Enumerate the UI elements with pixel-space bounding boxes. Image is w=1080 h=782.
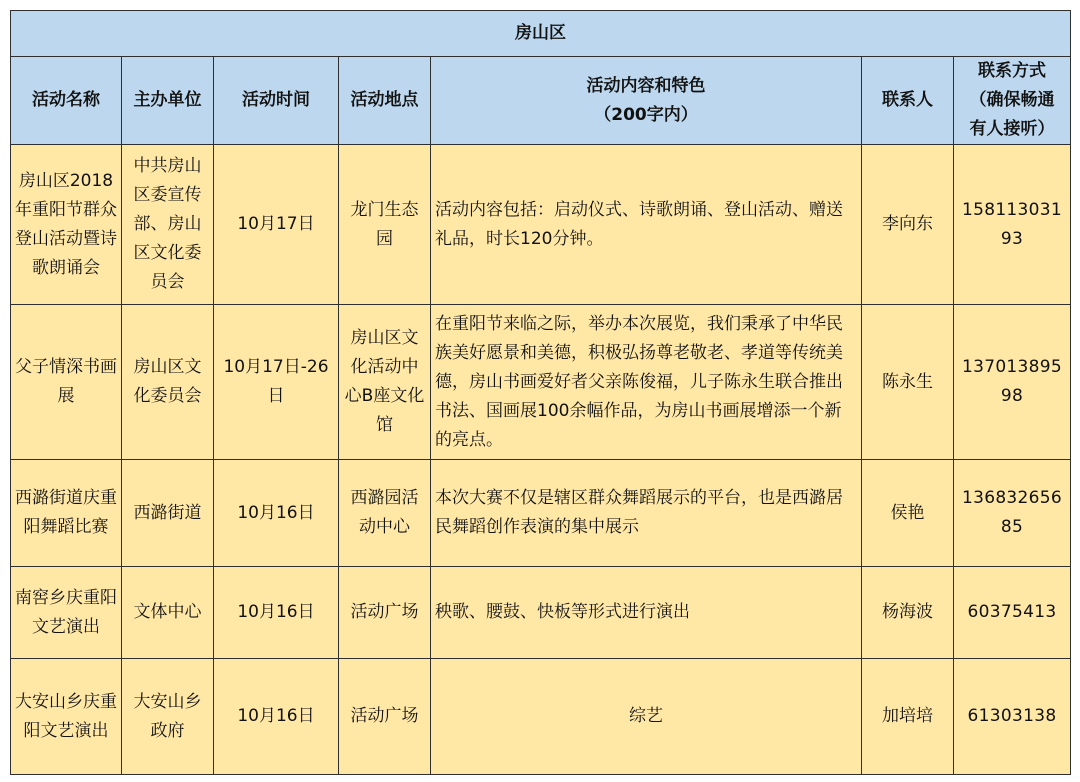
contact-cell: 侯艳: [862, 460, 954, 567]
header-place: 活动地点: [339, 57, 431, 145]
header-time: 活动时间: [214, 57, 339, 145]
place-cell: 西潞园活动中心: [339, 460, 431, 567]
host-cell: 中共房山区委宣传部、房山区文化委员会: [122, 145, 214, 305]
host-cell: 大安山乡政府: [122, 659, 214, 775]
content-cell: 综艺: [431, 659, 862, 775]
contact-cell: 李向东: [862, 145, 954, 305]
phone-cell: 13701389598: [954, 305, 1071, 460]
time-cell: 10月16日: [214, 567, 339, 659]
place-cell: 活动广场: [339, 567, 431, 659]
header-phone: 联系方式 （确保畅通 有人接听）: [954, 57, 1071, 145]
host-cell: 文体中心: [122, 567, 214, 659]
table-row: [11, 460, 1071, 567]
table-row: [11, 145, 1071, 305]
header-activity-name: 活动名称: [11, 57, 122, 145]
content-cell: 秧歌、腰鼓、快板等形式进行演出: [431, 567, 862, 659]
contact-cell: 陈永生: [862, 305, 954, 460]
contact-cell: 加培培: [862, 659, 954, 775]
activity-name-cell: 房山区2018年重阳节群众登山活动暨诗歌朗诵会: [11, 145, 122, 305]
time-cell: 10月17日-26日: [214, 305, 339, 460]
activity-name-cell: 父子情深书画展: [11, 305, 122, 460]
table-row: [11, 567, 1071, 659]
phone-cell: 61303138: [954, 659, 1071, 775]
district-title: 房山区: [11, 11, 1071, 57]
activity-table: [10, 10, 1071, 775]
content-cell: 在重阳节来临之际，举办本次展览，我们秉承了中华民族美好愿景和美德，积极弘扬尊老敬老、孝道等传统美德，房山书画爱好者父亲陈俊福，儿子陈永生联合推出书法、国画展100余幅作品，为房山书画展增添一个新的亮点。: [431, 305, 862, 460]
table-row: [11, 305, 1071, 460]
phone-cell: 13683265685: [954, 460, 1071, 567]
contact-cell: 杨海波: [862, 567, 954, 659]
activity-name-cell: 大安山乡庆重阳文艺演出: [11, 659, 122, 775]
header-contact: 联系人: [862, 57, 954, 145]
time-cell: 10月17日: [214, 145, 339, 305]
activity-name-cell: 南窖乡庆重阳文艺演出: [11, 567, 122, 659]
place-cell: 龙门生态园: [339, 145, 431, 305]
host-cell: 西潞街道: [122, 460, 214, 567]
activity-name-cell: 西潞街道庆重阳舞蹈比赛: [11, 460, 122, 567]
host-cell: 房山区文化委员会: [122, 305, 214, 460]
content-cell: 本次大赛不仅是辖区群众舞蹈展示的平台，也是西潞居民舞蹈创作表演的集中展示: [431, 460, 862, 567]
content-cell: 活动内容包括：启动仪式、诗歌朗诵、登山活动、赠送礼品，时长120分钟。: [431, 145, 862, 305]
time-cell: 10月16日: [214, 460, 339, 567]
time-cell: 10月16日: [214, 659, 339, 775]
place-cell: 活动广场: [339, 659, 431, 775]
header-host: 主办单位: [122, 57, 214, 145]
place-cell: 房山区文化活动中心B座文化馆: [339, 305, 431, 460]
table-row: [11, 659, 1071, 775]
phone-cell: 60375413: [954, 567, 1071, 659]
phone-cell: 15811303193: [954, 145, 1071, 305]
header-content: 活动内容和特色 （200字内）: [431, 57, 862, 145]
